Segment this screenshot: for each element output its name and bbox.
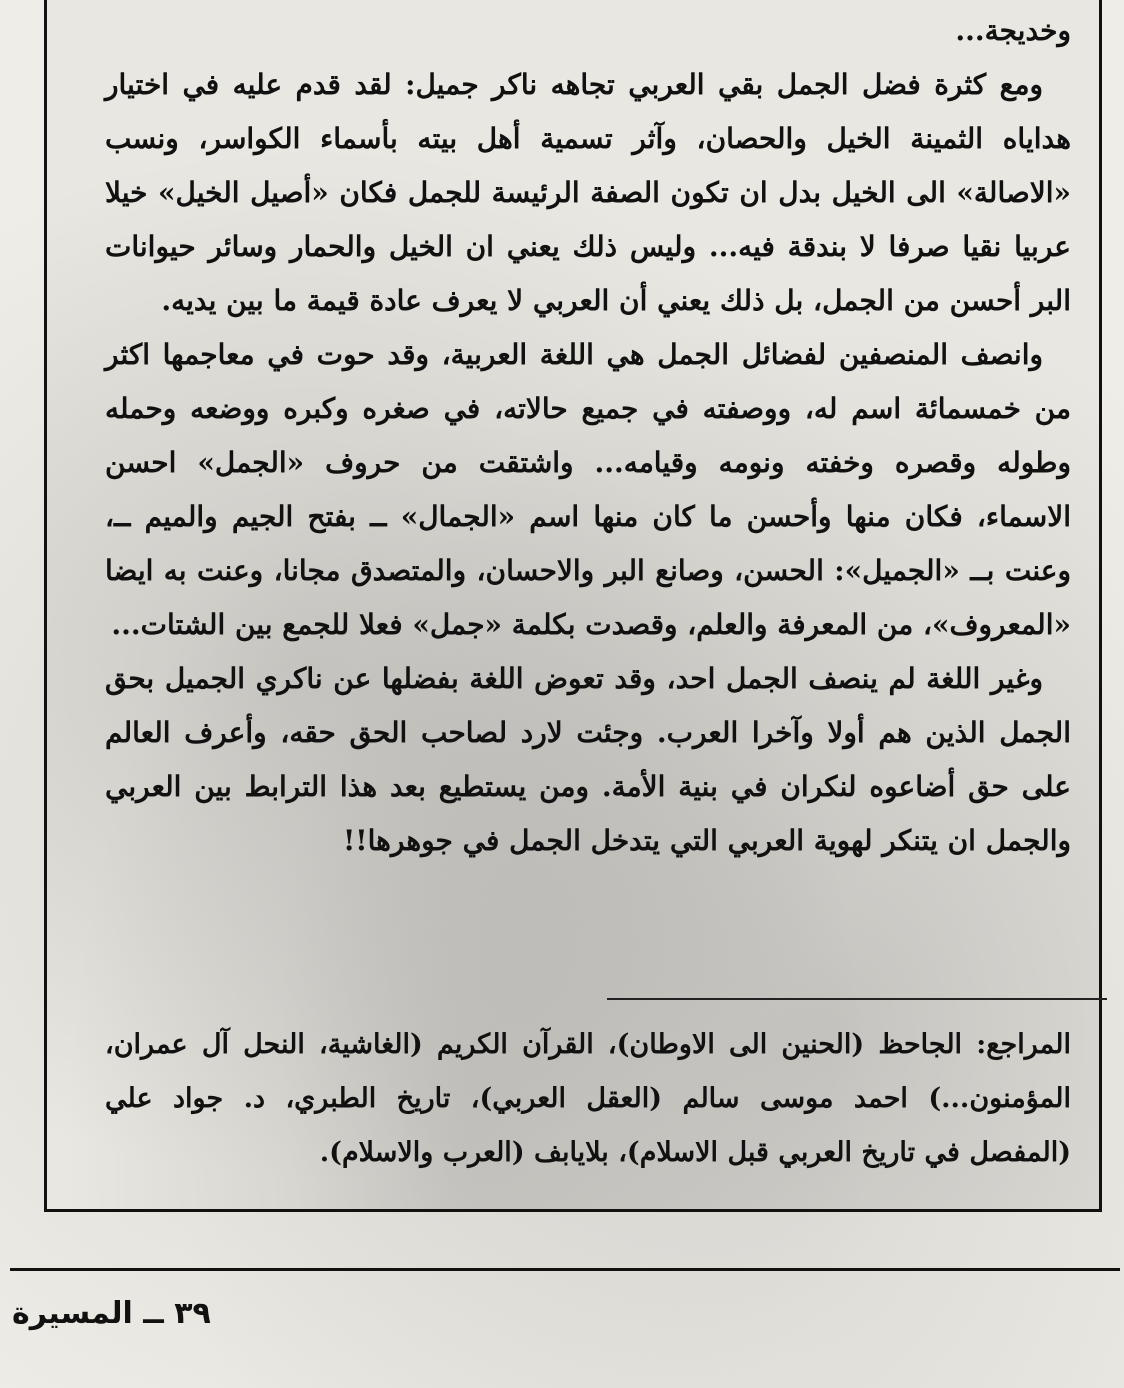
page-folio: ٣٩ ــ المسيرة: [12, 1296, 211, 1331]
paragraph-4: وغير اللغة لم ينصف الجمل احد، وقد تعوض اللغة بفضلها عن ناكري الجميل بحق الجمل الذين هم أولا وآخرا العرب. وجئت لارد لصاحب الحق حقه، وأعرف العالم على حق أضاعوه لنكران في بنية الأمة. ومن يستطيع بعد هذا الترابط بين العربي والجمل ان يتنكر لهوية العربي التي يتدخل الجمل في جوهرها!!: [105, 662, 1071, 857]
footer-divider: [10, 1268, 1120, 1271]
paragraph-1: وخديجة...: [955, 14, 1071, 47]
references-divider: [607, 998, 1107, 1000]
references: المراجع: الجاحظ (الحنين الى الاوطان)، القرآن الكريم (الغاشية، النحل آل عمران، المؤمنون...) احمد موسى سالم (العقل العربي)، تاريخ الطبري، د. جواد علي (المفصل في تاريخ العربي قبل الاسلام)، بلايابف (العرب والاسلام).: [105, 1029, 1071, 1168]
article-frame: [44, 0, 1102, 1212]
article-body: [105, 4, 1071, 868]
paragraph-3: وانصف المنصفين لفضائل الجمل هي اللغة العربية، وقد حوت في معاجمها اكثر من خمسمائة اسم له، ووصفته في جميع حالاته، في صغره وكبره ووضعه وحمله وطوله وقصره وخفته ونومه وقيامه... واشتقت من حروف «الجمل» احسن الاسماء، فكان منها وأحسن ما كان منها اسم «الجمال» ــ بفتح الجيم والميم ــ، وعنت بــ «الجميل»: الحسن، وصانع البر والاحسان، والمتصدق مجانا، وعنت به ايضا «المعروف»، من المعرفة والعلم، وقصدت بكلمة «جمل» فعلا للجمع بين الشتات...: [105, 338, 1071, 641]
paragraph-2: ومع كثرة فضل الجمل بقي العربي تجاهه ناكر جميل: لقد قدم عليه في اختيار هداياه الثمينة الخيل والحصان، وآثر تسمية أهل بيته بأسماء الكواسر، ونسب «الاصالة» الى الخيل بدل ان تكون الصفة الرئيسة للجمل فكان «أصيل الخيل» خيلا عربيا نقيا صرفا لا بندقة فيه... وليس ذلك يعني ان الخيل والحمار وسائر حيوانات البر أحسن من الجمل، بل ذلك يعني أن العربي لا يعرف عادة قيمة ما بين يديه.: [105, 68, 1071, 317]
